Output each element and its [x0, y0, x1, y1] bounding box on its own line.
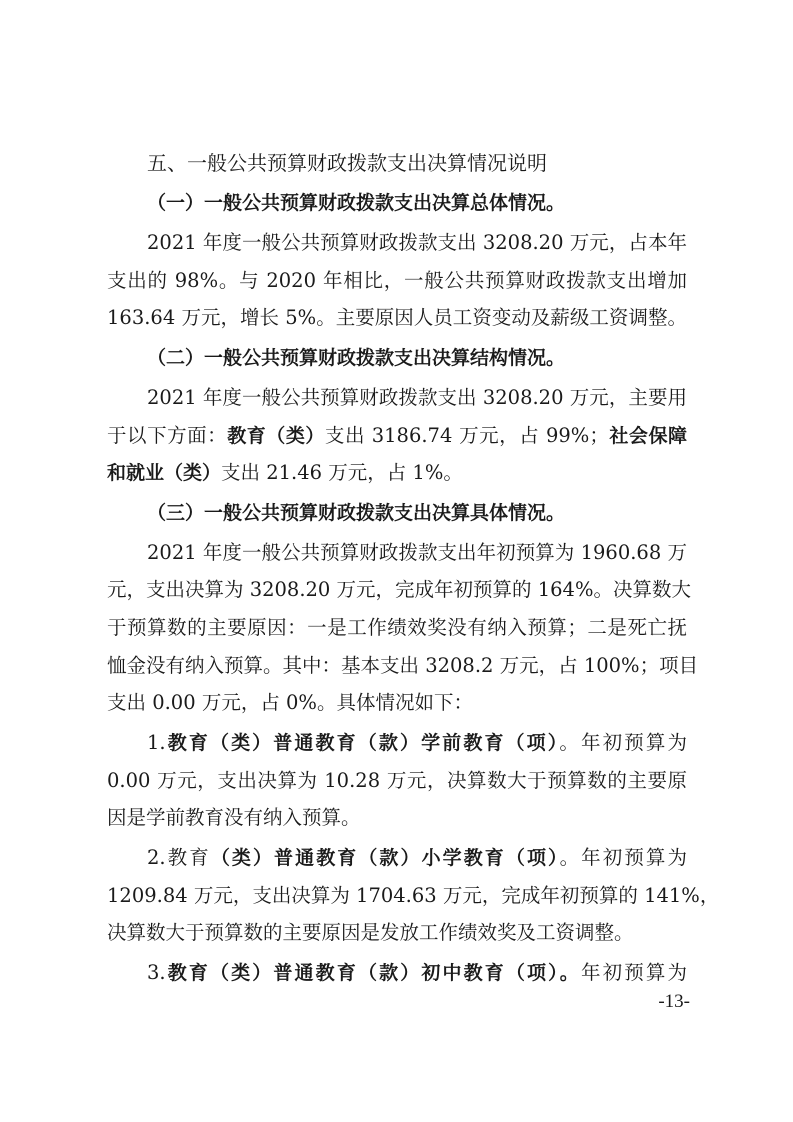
- paragraph-line: 2021 年度一般公共预算财政拨款支出年初预算为 1960.68 万: [147, 541, 687, 564]
- paragraph-line: 2021 年度一般公共预算财政拨款支出 3208.20 万元，主要用: [147, 386, 687, 409]
- item-1-heading: [0, 725, 793, 761]
- paragraph-line: 支出 0.00 万元，占 0%。具体情况如下：: [107, 691, 473, 714]
- item-number: 3.: [147, 961, 166, 984]
- paragraph-line: 于预算数的主要原因：一是工作绩效奖没有纳入预算；二是死亡抚: [107, 616, 687, 639]
- page-number: -13-: [658, 991, 690, 1012]
- text-run: 支出 21.46 万元，占 1%。: [221, 461, 463, 484]
- paragraph-line: 恤金没有纳入预算。其中：基本支出 3208.2 万元，占 100%；项目: [107, 654, 699, 677]
- bold-term: 教育（类）普通教育（款）学前教育（项）: [165, 732, 560, 754]
- text-run: 年初预算为: [580, 961, 687, 984]
- text-run: 于以下方面：: [107, 424, 228, 447]
- item-2-heading: [0, 840, 793, 876]
- paragraph-line: [0, 418, 793, 454]
- item-number: 2.教育: [147, 846, 211, 869]
- paragraph-line: [0, 455, 793, 491]
- paragraph-line: 1209.84 万元，支出决算为 1704.63 万元，完成年初预算的 141%，: [107, 884, 720, 907]
- paragraph-line: 0.00 万元，支出决算为 10.28 万元，决算数大于预算数的主要原: [107, 769, 687, 792]
- subsection-title-3: （三）一般公共预算财政拨款支出决算具体情况。: [147, 502, 566, 524]
- bold-term: 和就业（类）: [107, 462, 222, 484]
- item-3-heading: [0, 955, 793, 991]
- paragraph-line: 支出的 98%。与 2020 年相比，一般公共预算财政拨款支出增加: [107, 269, 687, 292]
- paragraph-line: 因是学前教育没有纳入预算。: [107, 806, 361, 829]
- text-run: 。年初预算为: [559, 731, 687, 754]
- item-number: 1.: [147, 731, 166, 754]
- bold-term: 教育（类）普通教育（款）初中教育（项）。: [165, 962, 581, 984]
- section-heading: 五、一般公共预算财政拨款支出决算情况说明: [147, 151, 547, 175]
- bold-term: 社会保障: [608, 425, 687, 447]
- paragraph-line: 元，支出决算为 3208.20 万元，完成年初预算的 164%。决算数大: [107, 578, 691, 601]
- text-run: 。年初预算为: [559, 846, 687, 869]
- text-run: 支出 3186.74 万元，占 99%；: [324, 424, 609, 447]
- bold-term: 教育（类）: [227, 425, 325, 447]
- paragraph-line: 163.64 万元，增长 5%。主要原因人员工资变动及薪级工资调整。: [107, 306, 687, 329]
- bold-term: （类）普通教育（款）小学教育（项）: [210, 847, 560, 869]
- paragraph-line: 决算数大于预算数的主要原因是发放工作绩效奖及工资调整。: [107, 921, 634, 944]
- paragraph-line: 2021 年度一般公共预算财政拨款支出 3208.20 万元，占本年: [147, 231, 687, 254]
- subsection-title-2: （二）一般公共预算财政拨款支出决算结构情况。: [147, 347, 566, 369]
- subsection-title-1: （一）一般公共预算财政拨款支出决算总体情况。: [147, 192, 566, 214]
